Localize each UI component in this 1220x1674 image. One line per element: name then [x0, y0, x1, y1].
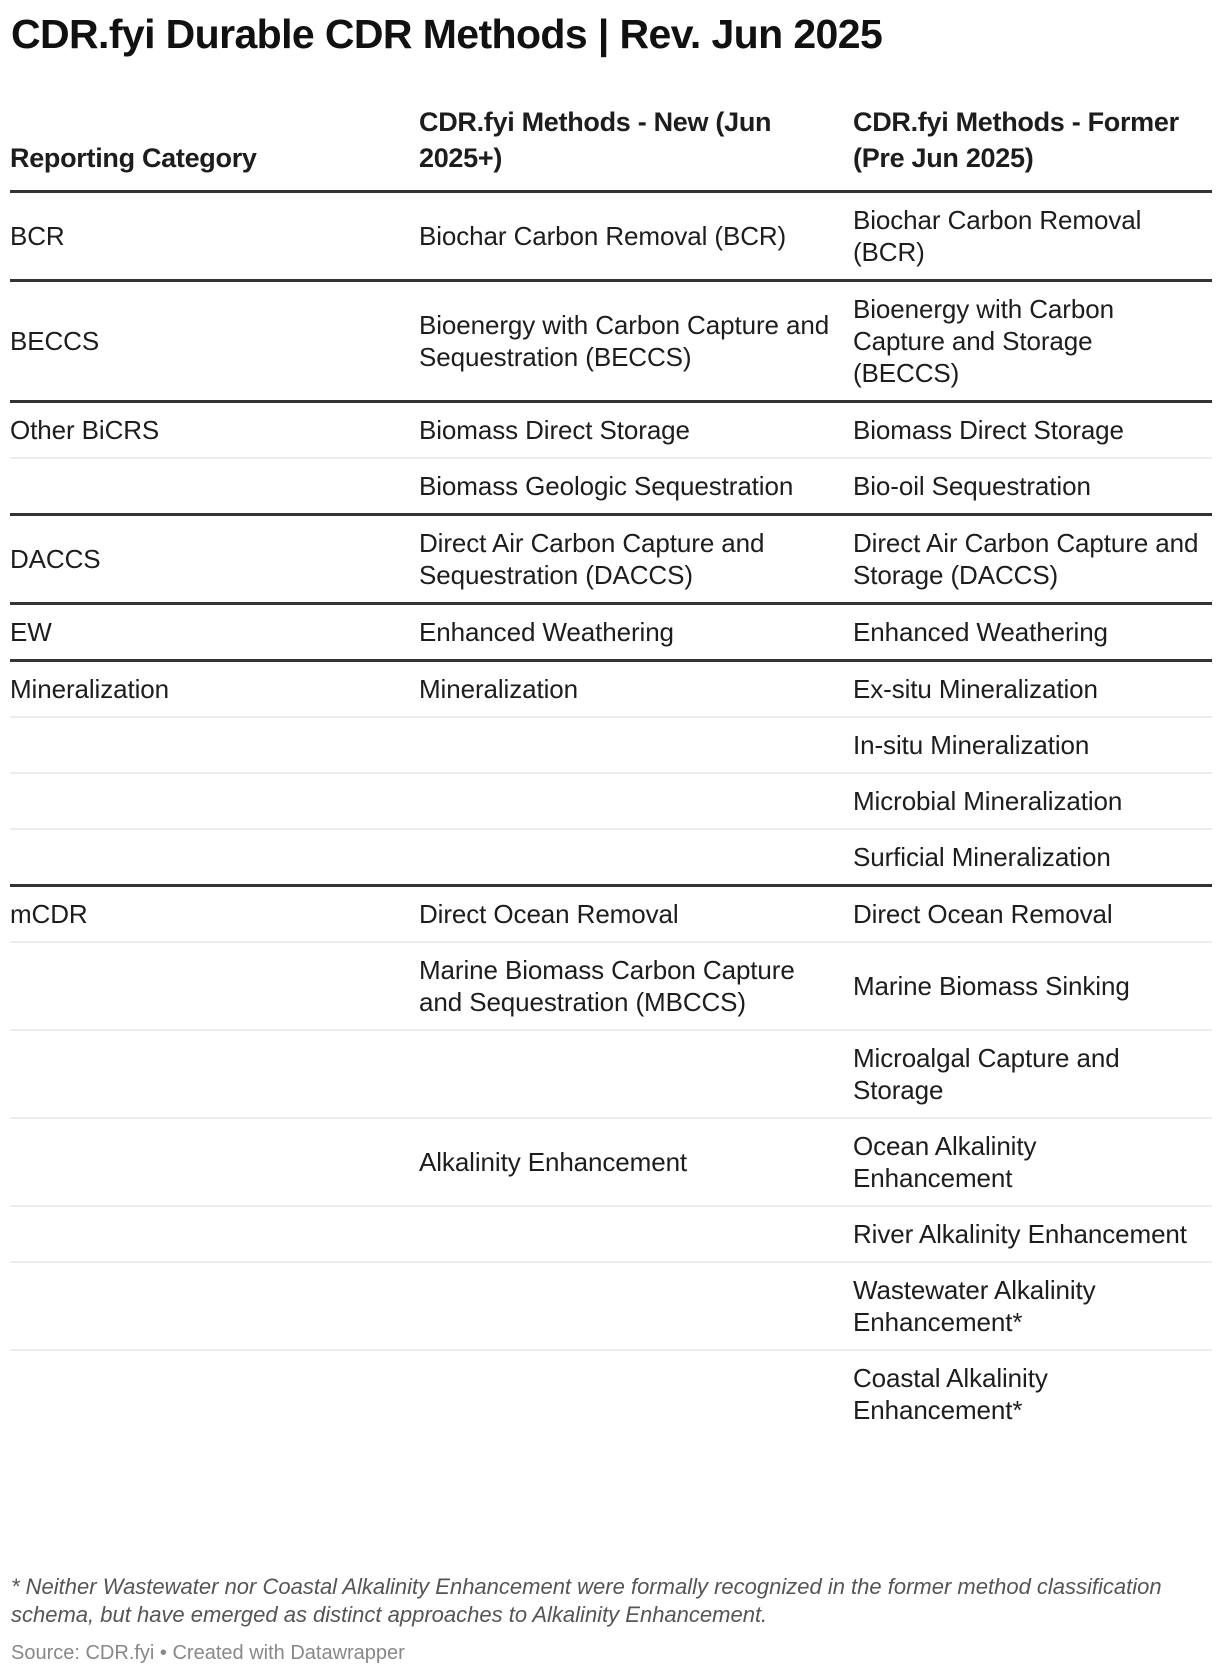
table-body [10, 192, 1212, 1438]
table-row [10, 281, 1212, 402]
table-row [10, 515, 1212, 604]
cell-former: Ex-situ Mineralization [853, 661, 1212, 718]
cell-new [419, 1350, 853, 1437]
table-row [10, 829, 1212, 886]
cell-former: Ocean Alkalinity Enhancement [853, 1118, 1212, 1206]
cell-new [419, 773, 853, 829]
cell-new: Direct Air Carbon Capture and Sequestration (DACCS) [419, 515, 853, 604]
header-methods-former[interactable]: CDR.fyi Methods - Former (Pre Jun 2025) [853, 104, 1212, 192]
cell-category [10, 773, 419, 829]
cell-former: Biochar Carbon Removal (BCR) [853, 205, 1142, 267]
cell-category: DACCS [10, 515, 419, 604]
table-row [10, 458, 1212, 515]
cell-former: Direct Ocean Removal [853, 886, 1212, 943]
cell-former: Biomass Direct Storage [853, 402, 1212, 459]
cell-former: River Alkalinity Enhancement [853, 1206, 1212, 1262]
cell-new: Marine Biomass Carbon Capture and Sequestration (MBCCS) [419, 942, 853, 1030]
cell-category [10, 717, 419, 773]
table-row [10, 1262, 1212, 1350]
table-row [10, 942, 1212, 1030]
header-methods-new[interactable]: CDR.fyi Methods - New (Jun 2025+) [419, 104, 853, 192]
page-title: CDR.fyi Durable CDR Methods | Rev. Jun 2025 [11, 11, 883, 57]
cell-category [10, 942, 419, 1030]
cell-former: Bio-oil Sequestration [853, 458, 1212, 515]
cell-category: BECCS [10, 281, 419, 402]
table-row [10, 604, 1212, 661]
cell-category: BCR [10, 221, 65, 251]
cell-category [10, 1350, 419, 1437]
cell-category [10, 458, 419, 515]
cell-new: Mineralization [419, 661, 853, 718]
cell-category: Other BiCRS [10, 402, 419, 459]
table-row [10, 773, 1212, 829]
cell-category: Mineralization [10, 661, 419, 718]
table-row [10, 1118, 1212, 1206]
table-row [10, 1030, 1212, 1118]
cell-former: Microalgal Capture and Storage [853, 1030, 1212, 1118]
table-row [10, 402, 1212, 459]
cell-former: Coastal Alkalinity Enhancement* [853, 1350, 1212, 1437]
cell-category [10, 1206, 419, 1262]
cell-category: mCDR [10, 886, 419, 943]
cell-former: Wastewater Alkalinity Enhancement* [853, 1262, 1212, 1350]
cell-category: EW [10, 604, 419, 661]
cell-new: Biomass Direct Storage [419, 402, 853, 459]
cell-new: Biomass Geologic Sequestration [419, 458, 853, 515]
cell-former: Enhanced Weathering [853, 604, 1212, 661]
cell-new [419, 1262, 853, 1350]
cell-category [10, 1118, 419, 1206]
cell-new: Biochar Carbon Removal (BCR) [419, 221, 787, 251]
cell-category [10, 1030, 419, 1118]
cell-former: In-situ Mineralization [853, 717, 1212, 773]
footnote: * Neither Wastewater nor Coastal Alkalinity Enhancement were formally recognized in the former method classification schema, but have emerged as distinct approaches to Alkalinity Enhancement. [11, 1574, 1162, 1627]
cell-new: Enhanced Weathering [419, 604, 853, 661]
cell-new [419, 1030, 853, 1118]
cell-new [419, 829, 853, 886]
cell-former: Surficial Mineralization [853, 829, 1212, 886]
cell-new: Alkalinity Enhancement [419, 1118, 853, 1206]
cell-new: Bioenergy with Carbon Capture and Sequestration (BECCS) [419, 281, 853, 402]
table-row [10, 192, 1212, 281]
table-row [10, 1350, 1212, 1437]
cell-new: Direct Ocean Removal [419, 886, 853, 943]
table-row [10, 661, 1212, 718]
cell-new [419, 717, 853, 773]
cell-former: Direct Air Carbon Capture and Storage (DACCS) [853, 515, 1212, 604]
table-row [10, 886, 1212, 943]
table-row [10, 1206, 1212, 1262]
cell-former: Microbial Mineralization [853, 773, 1212, 829]
source-credit: Source: CDR.fyi • Created with Datawrapper [11, 1642, 405, 1664]
cell-new [419, 1206, 853, 1262]
table-row [10, 717, 1212, 773]
table-header-row [10, 104, 1212, 192]
cell-former: Bioenergy with Carbon Capture and Storage (BECCS) [853, 281, 1212, 402]
header-reporting-category[interactable]: Reporting Category [10, 104, 419, 192]
methods-table [10, 104, 1212, 1437]
cell-former: Marine Biomass Sinking [853, 942, 1212, 1030]
cell-category [10, 1262, 419, 1350]
cell-category [10, 829, 419, 886]
